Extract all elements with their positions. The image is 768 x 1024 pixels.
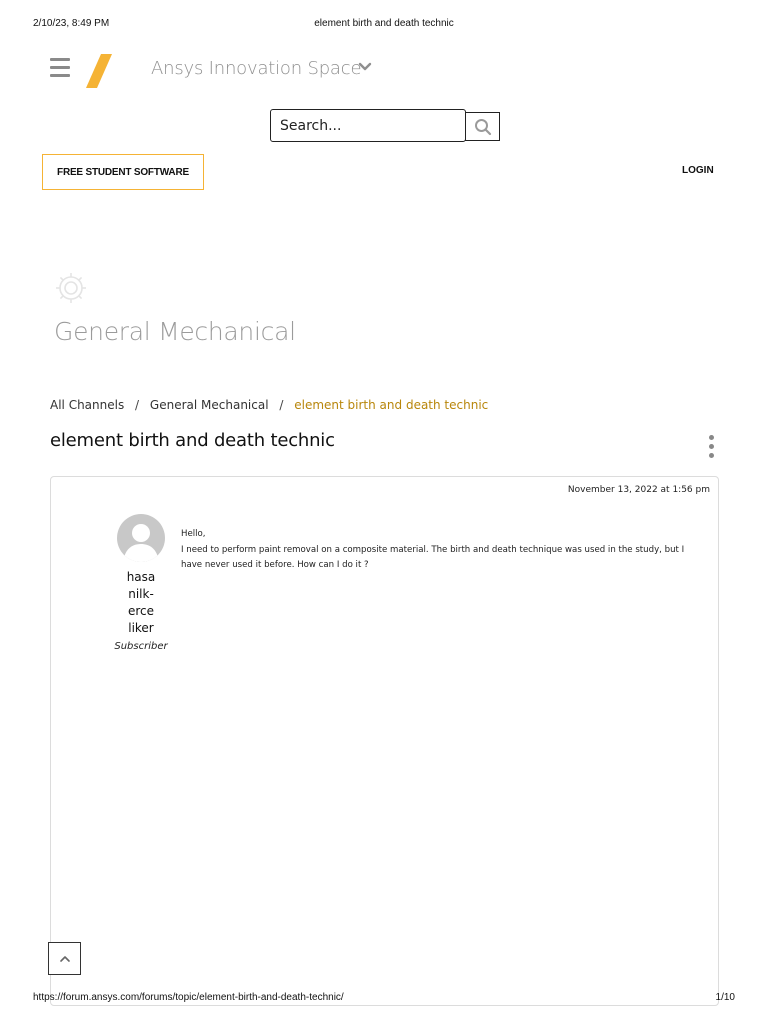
ansys-logo-icon[interactable] bbox=[86, 54, 112, 88]
print-page-number: 1/10 bbox=[715, 992, 735, 1003]
gear-icon bbox=[54, 271, 88, 305]
chevron-down-icon[interactable] bbox=[358, 60, 372, 74]
search-button[interactable] bbox=[465, 112, 500, 141]
search-field bbox=[270, 109, 466, 142]
more-options-icon[interactable] bbox=[706, 435, 716, 461]
breadcrumb-separator: / bbox=[135, 398, 140, 412]
site-name[interactable]: Ansys Innovation Space bbox=[151, 58, 362, 79]
channel-title: General Mechanical bbox=[54, 317, 296, 346]
user-avatar-icon bbox=[117, 514, 165, 562]
login-link[interactable]: LOGIN bbox=[682, 165, 714, 176]
author-name-line: erce bbox=[127, 604, 155, 618]
breadcrumb-all-channels[interactable]: All Channels bbox=[50, 398, 125, 412]
print-doc-title: element birth and death technic bbox=[314, 18, 454, 29]
print-datetime: 2/10/23, 8:49 PM bbox=[33, 18, 110, 29]
author-name[interactable] bbox=[110, 569, 172, 637]
author-name-line: liker bbox=[128, 621, 154, 635]
breadcrumb bbox=[50, 398, 488, 412]
author-role: Subscriber bbox=[114, 641, 168, 652]
breadcrumb-separator: / bbox=[279, 398, 284, 412]
author-name-line: hasa bbox=[126, 570, 156, 584]
search-input[interactable] bbox=[271, 110, 465, 141]
post-body-line: I need to perform paint removal on a composite material. The birth and death technique was used in the study, but I bbox=[181, 544, 685, 555]
print-header bbox=[0, 18, 768, 32]
free-student-software-button[interactable]: FREE STUDENT SOFTWARE bbox=[42, 154, 204, 190]
menu-icon[interactable] bbox=[50, 58, 70, 78]
post-body-line: have never used it before. How can I do it ? bbox=[181, 560, 369, 570]
chevron-up-icon bbox=[59, 953, 71, 965]
post-body-line: Hello, bbox=[181, 529, 206, 539]
print-footer bbox=[0, 992, 768, 1006]
breadcrumb-current: element birth and death technic bbox=[294, 398, 489, 412]
scroll-to-top-button[interactable] bbox=[48, 942, 81, 975]
author-name-line: nilk- bbox=[128, 587, 154, 601]
print-url: https://forum.ansys.com/forums/topic/element-birth-and-death-technic/ bbox=[33, 992, 344, 1003]
search-icon bbox=[474, 118, 492, 136]
post-date: November 13, 2022 at 1:56 pm bbox=[567, 485, 710, 495]
post-body bbox=[181, 527, 701, 574]
topic-title: element birth and death technic bbox=[50, 430, 335, 451]
avatar[interactable] bbox=[117, 514, 165, 562]
breadcrumb-general-mechanical[interactable]: General Mechanical bbox=[149, 398, 269, 412]
